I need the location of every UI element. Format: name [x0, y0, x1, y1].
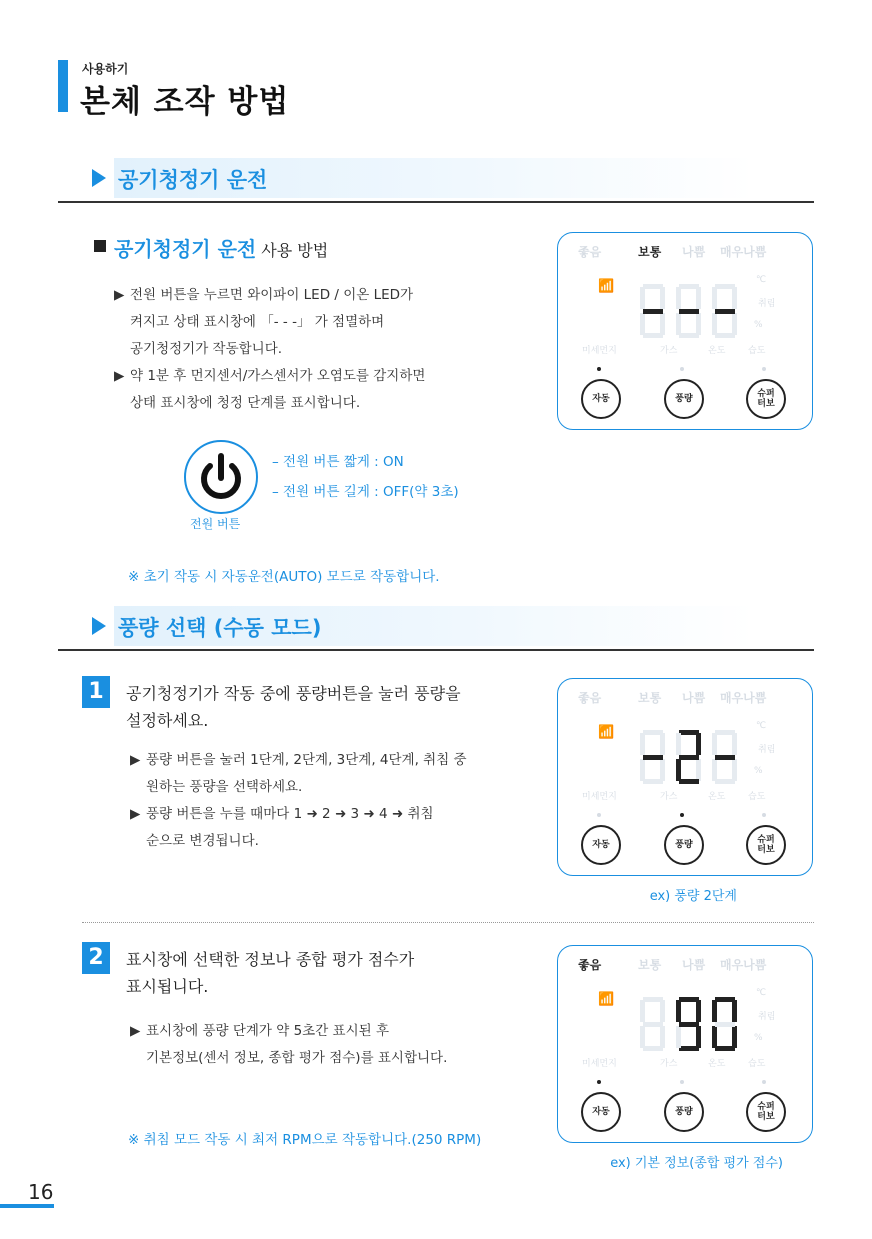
auto-mode-note: ※ 초기 작동 시 자동운전(AUTO) 모드로 작동합니다. — [128, 569, 440, 585]
air-quality-level-label: 나쁨 — [682, 245, 706, 259]
unit-percent-label: % — [754, 320, 763, 330]
triangle-bullet-icon: ▶ — [130, 1023, 141, 1039]
sensor-label: 온도 — [708, 792, 726, 802]
bullet-item: ▶ 풍량 버튼을 눌러 1단계, 2단계, 3단계, 4단계, 취침 중 — [130, 747, 467, 774]
triangle-bullet-icon: ▶ — [114, 368, 125, 384]
step-number-badge: 1 — [82, 676, 110, 708]
page-number: 16 — [28, 1180, 54, 1204]
digit — [640, 730, 665, 784]
digit-segment — [643, 779, 663, 784]
mode-indicator-dot — [680, 1080, 684, 1084]
bullet-continuation: 상태 표시창에 청정 단계를 표시합니다. — [130, 395, 361, 411]
digit-segment — [715, 779, 735, 784]
digit — [712, 284, 737, 338]
super-turbo-button[interactable]: 슈퍼 터보 — [746, 825, 786, 865]
auto-button[interactable]: 자동 — [581, 379, 621, 419]
unit-celsius-label: ℃ — [756, 988, 767, 998]
digit-segment — [712, 1026, 717, 1048]
bullet-item: ▶ 약 1분 후 먼지센서/가스센서가 오염도를 감지하면 — [114, 363, 425, 390]
mode-indicator-dot — [597, 1080, 601, 1084]
fan-speed-button[interactable]: 풍량 — [664, 825, 704, 865]
digit-segment — [715, 755, 735, 760]
mode-indicator-dot — [680, 813, 684, 817]
digit-segment — [660, 313, 665, 335]
unit-smell-label: 취림 — [758, 299, 776, 309]
digit-segment — [660, 733, 665, 755]
bullet-item: ▶ 풍량 버튼을 누를 때마다 1 ➜ 2 ➜ 3 ➜ 4 ➜ 취침 — [130, 801, 467, 828]
digit-segment — [696, 287, 701, 309]
sensor-label: 가스 — [660, 1059, 678, 1069]
digit-segment — [676, 1026, 681, 1048]
sensor-label: 습도 — [748, 346, 766, 356]
digit-segment — [679, 309, 699, 314]
panel-caption: ex) 풍량 2단계 — [649, 889, 737, 904]
digit-segment — [676, 313, 681, 335]
step1-text: 공기청정기가 작동 중에 풍량버튼을 눌러 풍량을 설정하세요. — [126, 684, 461, 730]
power-long-press-note: – 전원 버튼 길게 : OFF(약 3초) — [272, 484, 459, 500]
digit — [712, 997, 737, 1051]
digit — [676, 284, 701, 338]
air-quality-level-label: 보통 — [638, 245, 662, 259]
digit-segment — [679, 1022, 699, 1027]
page-title: 본체 조작 방법 — [80, 84, 290, 120]
sensor-label: 온도 — [708, 1059, 726, 1069]
step-number-badge: 2 — [82, 942, 110, 974]
digit — [676, 730, 701, 784]
digit-segment — [679, 333, 699, 338]
power-button-label: 전원 버튼 — [190, 517, 241, 531]
mode-indicator-dot — [597, 367, 601, 371]
digit-segment — [696, 759, 701, 781]
bullet-list — [114, 282, 425, 417]
digit-segment — [732, 1026, 737, 1048]
digit-segment — [679, 779, 699, 784]
digit-segment — [643, 309, 663, 314]
digit-segment — [712, 313, 717, 335]
digit-segment — [640, 313, 645, 335]
air-quality-level-label: 좋음 — [578, 958, 602, 972]
bullet-continuation: 켜지고 상태 표시창에 「- - -」 가 점멸하며 — [130, 314, 385, 330]
auto-button[interactable]: 자동 — [581, 825, 621, 865]
bullet-continuation: 원하는 풍량을 선택하세요. — [146, 779, 303, 795]
unit-celsius-label: ℃ — [756, 275, 767, 285]
air-quality-level-label: 매우나쁨 — [720, 958, 767, 972]
digit-segment — [676, 759, 681, 781]
air-quality-level-label: 좋음 — [578, 245, 602, 259]
digit-segment — [732, 287, 737, 309]
sensor-label: 미세먼지 — [582, 346, 617, 356]
step2-text: 표시창에 선택한 정보나 종합 평가 점수가 표시됩니다. — [126, 950, 415, 996]
power-icon — [186, 442, 256, 512]
digit-segment — [640, 733, 645, 755]
air-quality-level-label: 보통 — [638, 958, 662, 972]
section-divider — [58, 201, 814, 203]
sensor-label: 습도 — [748, 1059, 766, 1069]
mode-indicator-dot — [597, 813, 601, 817]
square-bullet-icon — [94, 240, 106, 252]
seven-segment-display — [636, 283, 766, 339]
triangle-bullet-icon: ▶ — [130, 752, 141, 768]
super-turbo-button[interactable]: 슈퍼 터보 — [746, 1092, 786, 1132]
sensor-label: 가스 — [660, 792, 678, 802]
digit-segment — [640, 287, 645, 309]
digit-segment — [660, 287, 665, 309]
subheading-suffix: 사용 방법 — [261, 241, 329, 260]
mode-indicator-dot — [762, 1080, 766, 1084]
digit-segment — [643, 1022, 663, 1027]
mode-indicator-dot — [762, 813, 766, 817]
seven-segment-display — [636, 729, 766, 785]
digit-segment — [712, 733, 717, 755]
digit-segment — [696, 1026, 701, 1048]
air-quality-level-label: 매우나쁨 — [720, 245, 767, 259]
digit-segment — [676, 1000, 681, 1022]
digit-segment — [643, 755, 663, 760]
digit-segment — [732, 733, 737, 755]
bullet-continuation: 순으로 변경됩니다. — [146, 833, 259, 849]
digit-segment — [712, 1000, 717, 1022]
sleep-mode-note: ※ 취침 모드 작동 시 최저 RPM으로 작동합니다.(250 RPM) — [128, 1132, 482, 1148]
auto-button[interactable]: 자동 — [581, 1092, 621, 1132]
digit-segment — [712, 287, 717, 309]
unit-percent-label: % — [754, 1033, 763, 1043]
digit-segment — [696, 733, 701, 755]
header-accent-bar — [58, 60, 68, 112]
mode-indicator-dot — [680, 367, 684, 371]
digit — [640, 284, 665, 338]
digit-segment — [715, 1046, 735, 1051]
sensor-label: 가스 — [660, 346, 678, 356]
bullet-continuation: 공기청정기가 작동합니다. — [130, 341, 283, 357]
power-short-press-note: – 전원 버튼 짧게 : ON — [272, 454, 404, 470]
subheading-title: 공기청정기 운전 — [114, 237, 257, 261]
digit-segment — [676, 287, 681, 309]
section-divider — [58, 649, 814, 651]
sensor-label: 습도 — [748, 792, 766, 802]
page-number-underline — [0, 1204, 54, 1208]
digit-segment — [640, 759, 645, 781]
digit-segment — [732, 759, 737, 781]
section-title: 풍량 선택 (수동 모드) — [118, 616, 322, 640]
air-quality-level-label: 나쁨 — [682, 958, 706, 972]
fan-speed-button[interactable]: 풍량 — [664, 379, 704, 419]
unit-smell-label: 취림 — [758, 745, 776, 755]
fan-speed-button[interactable]: 풍량 — [664, 1092, 704, 1132]
air-quality-level-label: 매우나쁨 — [720, 691, 767, 705]
seven-segment-display — [636, 996, 766, 1052]
digit-segment — [696, 313, 701, 335]
mode-indicator-dot — [762, 367, 766, 371]
sensor-label: 온도 — [708, 346, 726, 356]
bullet-list — [130, 1018, 447, 1072]
digit-segment — [715, 1022, 735, 1027]
digit-segment — [732, 313, 737, 335]
unit-smell-label: 취림 — [758, 1012, 776, 1022]
bullet-continuation: 기본정보(센서 정보, 종합 평가 점수)를 표시합니다. — [146, 1050, 448, 1066]
control-panel-display — [557, 945, 813, 1143]
digit — [712, 730, 737, 784]
digit — [676, 997, 701, 1051]
sensor-label: 미세먼지 — [582, 1059, 617, 1069]
digit-segment — [640, 1000, 645, 1022]
wifi-icon: 📶 — [598, 725, 615, 740]
section-title: 공기청정기 운전 — [118, 168, 268, 192]
control-panel-display — [557, 678, 813, 876]
section-label: 사용하기 — [82, 62, 129, 76]
dotted-divider — [82, 922, 814, 923]
digit — [640, 997, 665, 1051]
digit-segment — [660, 759, 665, 781]
wifi-icon: 📶 — [598, 279, 615, 294]
digit-segment — [679, 1046, 699, 1051]
wifi-icon: 📶 — [598, 992, 615, 1007]
super-turbo-button[interactable]: 슈퍼 터보 — [746, 379, 786, 419]
section-arrow-icon — [92, 617, 106, 635]
digit-segment — [660, 1000, 665, 1022]
digit-segment — [715, 309, 735, 314]
section-arrow-icon — [92, 169, 106, 187]
control-panel-display — [557, 232, 813, 430]
unit-percent-label: % — [754, 766, 763, 776]
digit-segment — [676, 733, 681, 755]
panel-caption: ex) 기본 정보(종합 평가 점수) — [610, 1156, 783, 1171]
air-quality-level-label: 좋음 — [578, 691, 602, 705]
digit-segment — [640, 1026, 645, 1048]
power-button[interactable] — [184, 440, 258, 514]
digit-segment — [660, 1026, 665, 1048]
air-quality-level-label: 보통 — [638, 691, 662, 705]
unit-celsius-label: ℃ — [756, 721, 767, 731]
bullet-item: ▶ 표시창에 풍량 단계가 약 5초간 표시된 후 — [130, 1018, 447, 1045]
digit-segment — [696, 1000, 701, 1022]
air-quality-level-label: 나쁨 — [682, 691, 706, 705]
digit-segment — [732, 1000, 737, 1022]
bullet-list — [130, 747, 467, 855]
digit-segment — [643, 1046, 663, 1051]
digit-segment — [715, 333, 735, 338]
bullet-item: ▶ 전원 버튼을 누르면 와이파이 LED / 이온 LED가 — [114, 282, 425, 309]
digit-segment — [679, 755, 699, 760]
digit-segment — [712, 759, 717, 781]
sensor-label: 미세먼지 — [582, 792, 617, 802]
digit-segment — [643, 333, 663, 338]
subheading — [114, 233, 328, 262]
triangle-bullet-icon: ▶ — [130, 806, 141, 822]
triangle-bullet-icon: ▶ — [114, 287, 125, 303]
